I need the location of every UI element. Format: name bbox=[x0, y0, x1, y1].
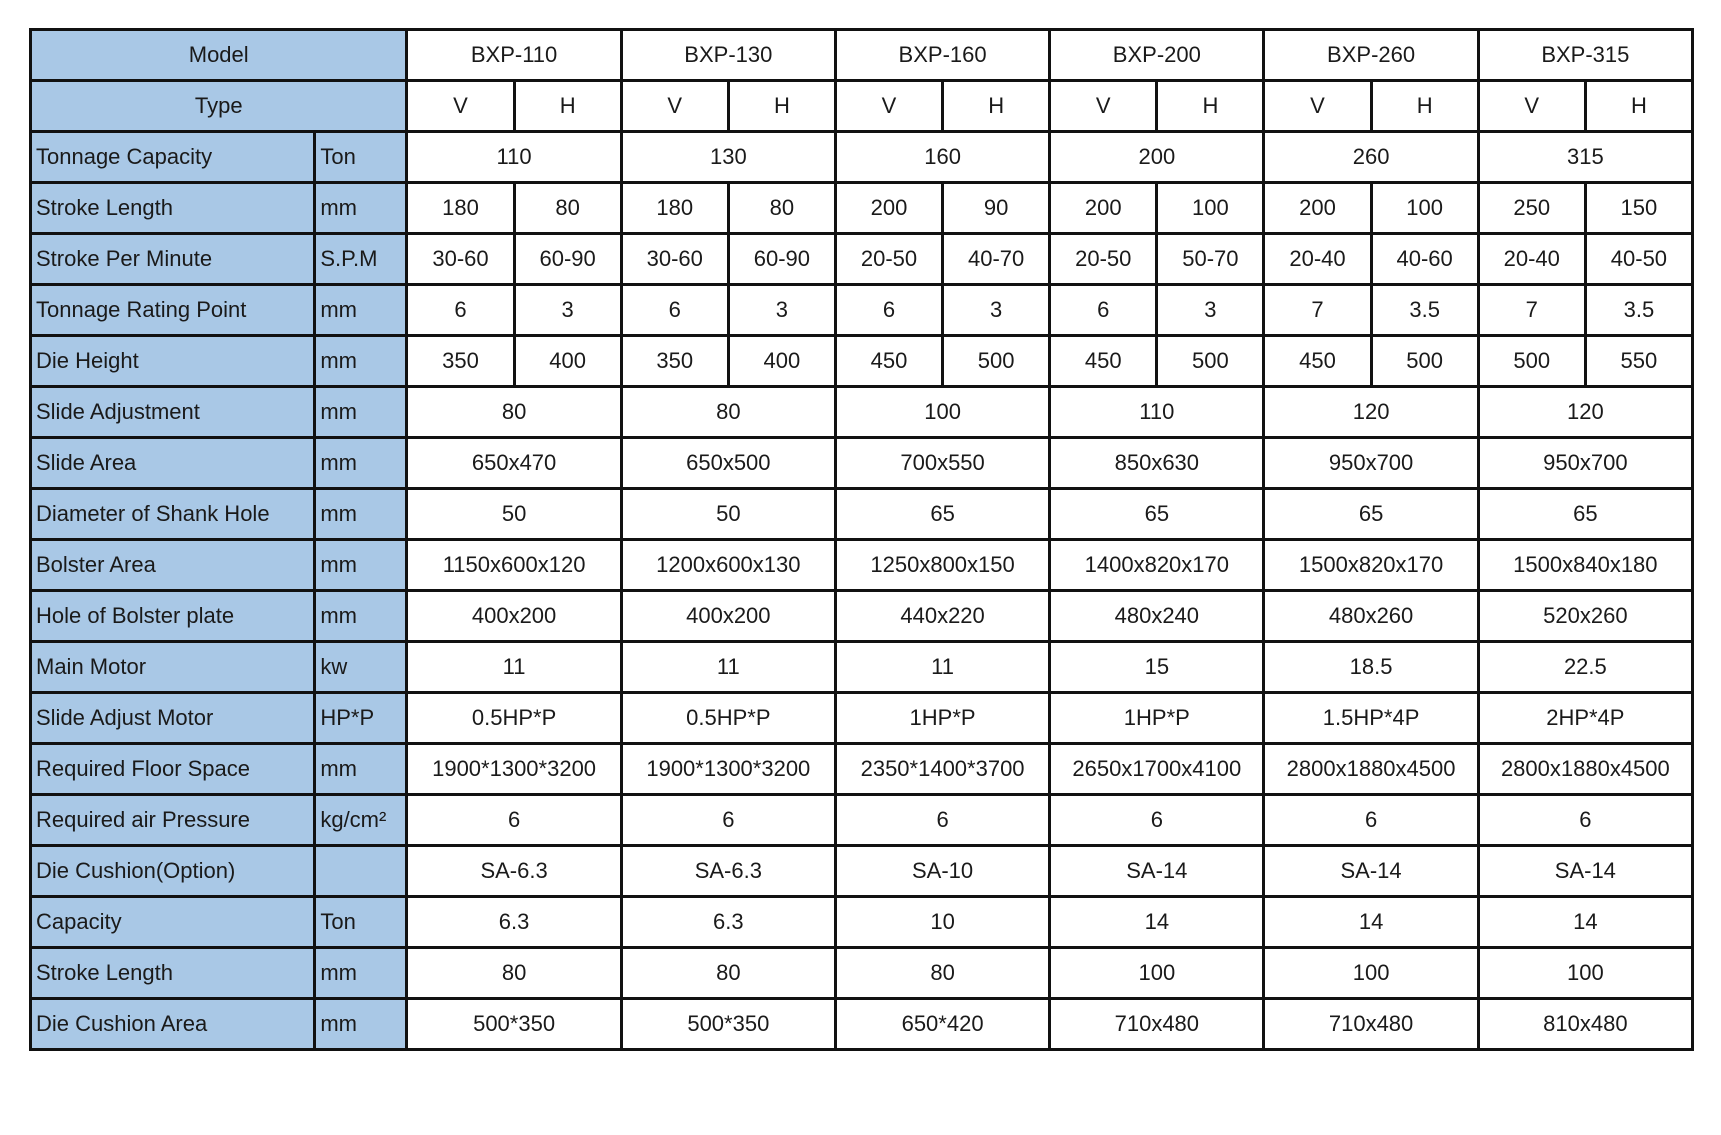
row-unit: mm bbox=[315, 285, 407, 336]
value-cell: 400x200 bbox=[407, 591, 621, 642]
value-cell: 450 bbox=[1264, 336, 1371, 387]
value-cell: 100 bbox=[1371, 183, 1478, 234]
value-cell: 3 bbox=[943, 285, 1050, 336]
value-cell: 150 bbox=[1585, 183, 1692, 234]
value-cell: 3 bbox=[728, 285, 835, 336]
value-cell: 350 bbox=[621, 336, 728, 387]
row-unit: mm bbox=[315, 948, 407, 999]
table-row bbox=[31, 642, 1693, 693]
value-cell: 60-90 bbox=[728, 234, 835, 285]
value-cell: 710x480 bbox=[1050, 999, 1264, 1050]
value-cell: 80 bbox=[728, 183, 835, 234]
value-cell: 65 bbox=[1478, 489, 1692, 540]
value-cell: 2350*1400*3700 bbox=[835, 744, 1049, 795]
table-row bbox=[31, 132, 1693, 183]
value-cell: 500*350 bbox=[621, 999, 835, 1050]
spec-table-body bbox=[31, 30, 1693, 1050]
value-cell: 50-70 bbox=[1157, 234, 1264, 285]
value-cell: 6 bbox=[835, 285, 942, 336]
value-cell: 6 bbox=[1478, 795, 1692, 846]
value-cell: 700x550 bbox=[835, 438, 1049, 489]
model-name: BXP-160 bbox=[835, 30, 1049, 81]
type-cell: V bbox=[1050, 81, 1157, 132]
value-cell: 130 bbox=[621, 132, 835, 183]
value-cell: 80 bbox=[621, 948, 835, 999]
row-label: Stroke Per Minute bbox=[31, 234, 315, 285]
value-cell: 65 bbox=[1264, 489, 1478, 540]
row-label: Required air Pressure bbox=[31, 795, 315, 846]
row-label: Capacity bbox=[31, 897, 315, 948]
value-cell: 200 bbox=[1050, 132, 1264, 183]
value-cell: 6 bbox=[621, 795, 835, 846]
row-unit: kg/cm² bbox=[315, 795, 407, 846]
value-cell: 500 bbox=[943, 336, 1050, 387]
row-label: Slide Adjust Motor bbox=[31, 693, 315, 744]
value-cell: 60-90 bbox=[514, 234, 621, 285]
value-cell: 15 bbox=[1050, 642, 1264, 693]
row-unit: mm bbox=[315, 744, 407, 795]
value-cell: 6 bbox=[407, 285, 514, 336]
table-row bbox=[31, 693, 1693, 744]
value-cell: 950x700 bbox=[1264, 438, 1478, 489]
value-cell: 1900*1300*3200 bbox=[407, 744, 621, 795]
value-cell: 40-60 bbox=[1371, 234, 1478, 285]
value-cell: 6 bbox=[621, 285, 728, 336]
row-label: Die Height bbox=[31, 336, 315, 387]
value-cell: 710x480 bbox=[1264, 999, 1478, 1050]
value-cell: SA-10 bbox=[835, 846, 1049, 897]
value-cell: 650x500 bbox=[621, 438, 835, 489]
value-cell: 6 bbox=[407, 795, 621, 846]
value-cell: 480x240 bbox=[1050, 591, 1264, 642]
row-unit: kw bbox=[315, 642, 407, 693]
value-cell: 200 bbox=[835, 183, 942, 234]
row-label: Tonnage Capacity bbox=[31, 132, 315, 183]
value-cell: 11 bbox=[407, 642, 621, 693]
value-cell: 80 bbox=[835, 948, 1049, 999]
table-row bbox=[31, 387, 1693, 438]
value-cell: 100 bbox=[1157, 183, 1264, 234]
value-cell: 2800x1880x4500 bbox=[1478, 744, 1692, 795]
value-cell: 260 bbox=[1264, 132, 1478, 183]
value-cell: 10 bbox=[835, 897, 1049, 948]
value-cell: 18.5 bbox=[1264, 642, 1478, 693]
value-cell: 550 bbox=[1585, 336, 1692, 387]
spec-table bbox=[29, 28, 1694, 1051]
value-cell: 14 bbox=[1050, 897, 1264, 948]
value-cell: 450 bbox=[835, 336, 942, 387]
value-cell: 3.5 bbox=[1585, 285, 1692, 336]
row-unit bbox=[315, 846, 407, 897]
row-label: Hole of Bolster plate bbox=[31, 591, 315, 642]
value-cell: 450 bbox=[1050, 336, 1157, 387]
value-cell: 500 bbox=[1157, 336, 1264, 387]
value-cell: 1900*1300*3200 bbox=[621, 744, 835, 795]
table-row bbox=[31, 948, 1693, 999]
type-cell: V bbox=[1264, 81, 1371, 132]
type-cell: V bbox=[835, 81, 942, 132]
value-cell: 65 bbox=[1050, 489, 1264, 540]
value-cell: 30-60 bbox=[407, 234, 514, 285]
row-label: Tonnage Rating Point bbox=[31, 285, 315, 336]
value-cell: 520x260 bbox=[1478, 591, 1692, 642]
value-cell: 500 bbox=[1478, 336, 1585, 387]
value-cell: 1HP*P bbox=[1050, 693, 1264, 744]
value-cell: 110 bbox=[407, 132, 621, 183]
value-cell: 0.5HP*P bbox=[621, 693, 835, 744]
table-row bbox=[31, 744, 1693, 795]
model-name: BXP-110 bbox=[407, 30, 621, 81]
model-name: BXP-260 bbox=[1264, 30, 1478, 81]
row-unit: mm bbox=[315, 336, 407, 387]
value-cell: 850x630 bbox=[1050, 438, 1264, 489]
value-cell: 6.3 bbox=[621, 897, 835, 948]
type-cell: V bbox=[1478, 81, 1585, 132]
value-cell: 2HP*4P bbox=[1478, 693, 1692, 744]
value-cell: 6.3 bbox=[407, 897, 621, 948]
value-cell: SA-6.3 bbox=[621, 846, 835, 897]
row-unit: mm bbox=[315, 183, 407, 234]
table-row bbox=[31, 183, 1693, 234]
value-cell: 3 bbox=[514, 285, 621, 336]
value-cell: 100 bbox=[1478, 948, 1692, 999]
value-cell: 3.5 bbox=[1371, 285, 1478, 336]
value-cell: 100 bbox=[835, 387, 1049, 438]
type-cell: H bbox=[1371, 81, 1478, 132]
row-unit: mm bbox=[315, 540, 407, 591]
value-cell: 950x700 bbox=[1478, 438, 1692, 489]
model-name: BXP-130 bbox=[621, 30, 835, 81]
value-cell: 650x470 bbox=[407, 438, 621, 489]
type-cell: H bbox=[943, 81, 1050, 132]
value-cell: 160 bbox=[835, 132, 1049, 183]
type-cell: H bbox=[728, 81, 835, 132]
value-cell: 20-40 bbox=[1264, 234, 1371, 285]
type-cell: H bbox=[1585, 81, 1692, 132]
row-label: Stroke Length bbox=[31, 183, 315, 234]
model-header-row bbox=[31, 30, 1693, 81]
value-cell: 1200x600x130 bbox=[621, 540, 835, 591]
table-row bbox=[31, 846, 1693, 897]
value-cell: 20-50 bbox=[835, 234, 942, 285]
value-cell: 3 bbox=[1157, 285, 1264, 336]
value-cell: 110 bbox=[1050, 387, 1264, 438]
value-cell: 480x260 bbox=[1264, 591, 1478, 642]
value-cell: 80 bbox=[407, 387, 621, 438]
table-row bbox=[31, 285, 1693, 336]
value-cell: 80 bbox=[621, 387, 835, 438]
type-header-row bbox=[31, 81, 1693, 132]
row-unit: Ton bbox=[315, 132, 407, 183]
value-cell: 11 bbox=[621, 642, 835, 693]
type-cell: H bbox=[514, 81, 621, 132]
value-cell: 315 bbox=[1478, 132, 1692, 183]
value-cell: 7 bbox=[1478, 285, 1585, 336]
value-cell: 350 bbox=[407, 336, 514, 387]
value-cell: 6 bbox=[1264, 795, 1478, 846]
value-cell: 400x200 bbox=[621, 591, 835, 642]
value-cell: 100 bbox=[1264, 948, 1478, 999]
row-unit: mm bbox=[315, 387, 407, 438]
value-cell: 440x220 bbox=[835, 591, 1049, 642]
row-label: Diameter of Shank Hole bbox=[31, 489, 315, 540]
model-name: BXP-315 bbox=[1478, 30, 1692, 81]
table-row bbox=[31, 591, 1693, 642]
table-row bbox=[31, 897, 1693, 948]
value-cell: 2650x1700x4100 bbox=[1050, 744, 1264, 795]
table-row bbox=[31, 795, 1693, 846]
value-cell: 14 bbox=[1264, 897, 1478, 948]
row-label: Die Cushion(Option) bbox=[31, 846, 315, 897]
value-cell: 180 bbox=[407, 183, 514, 234]
value-cell: 30-60 bbox=[621, 234, 728, 285]
value-cell: 14 bbox=[1478, 897, 1692, 948]
value-cell: 6 bbox=[1050, 795, 1264, 846]
value-cell: 1400x820x170 bbox=[1050, 540, 1264, 591]
table-row bbox=[31, 234, 1693, 285]
value-cell: 400 bbox=[728, 336, 835, 387]
value-cell: 40-70 bbox=[943, 234, 1050, 285]
row-unit: mm bbox=[315, 591, 407, 642]
value-cell: SA-14 bbox=[1478, 846, 1692, 897]
value-cell: 50 bbox=[621, 489, 835, 540]
row-label: Slide Area bbox=[31, 438, 315, 489]
value-cell: 1HP*P bbox=[835, 693, 1049, 744]
value-cell: 20-50 bbox=[1050, 234, 1157, 285]
model-label: Model bbox=[31, 30, 407, 81]
row-unit: mm bbox=[315, 489, 407, 540]
value-cell: 40-50 bbox=[1585, 234, 1692, 285]
value-cell: 22.5 bbox=[1478, 642, 1692, 693]
row-unit: HP*P bbox=[315, 693, 407, 744]
value-cell: 90 bbox=[943, 183, 1050, 234]
value-cell: 65 bbox=[835, 489, 1049, 540]
value-cell: 1500x840x180 bbox=[1478, 540, 1692, 591]
table-row bbox=[31, 999, 1693, 1050]
row-unit: mm bbox=[315, 999, 407, 1050]
value-cell: 6 bbox=[1050, 285, 1157, 336]
value-cell: 650*420 bbox=[835, 999, 1049, 1050]
value-cell: 120 bbox=[1264, 387, 1478, 438]
row-unit: S.P.M bbox=[315, 234, 407, 285]
value-cell: 200 bbox=[1050, 183, 1157, 234]
value-cell: 50 bbox=[407, 489, 621, 540]
value-cell: SA-6.3 bbox=[407, 846, 621, 897]
value-cell: 1500x820x170 bbox=[1264, 540, 1478, 591]
value-cell: 2800x1880x4500 bbox=[1264, 744, 1478, 795]
value-cell: 120 bbox=[1478, 387, 1692, 438]
type-cell: V bbox=[621, 81, 728, 132]
row-label: Required Floor Space bbox=[31, 744, 315, 795]
type-cell: V bbox=[407, 81, 514, 132]
table-row bbox=[31, 438, 1693, 489]
value-cell: 80 bbox=[514, 183, 621, 234]
value-cell: 80 bbox=[407, 948, 621, 999]
value-cell: 1.5HP*4P bbox=[1264, 693, 1478, 744]
value-cell: 250 bbox=[1478, 183, 1585, 234]
value-cell: 810x480 bbox=[1478, 999, 1692, 1050]
row-label: Slide Adjustment bbox=[31, 387, 315, 438]
value-cell: 400 bbox=[514, 336, 621, 387]
value-cell: 1150x600x120 bbox=[407, 540, 621, 591]
row-unit: Ton bbox=[315, 897, 407, 948]
table-row bbox=[31, 336, 1693, 387]
value-cell: 7 bbox=[1264, 285, 1371, 336]
value-cell: 180 bbox=[621, 183, 728, 234]
value-cell: 500*350 bbox=[407, 999, 621, 1050]
type-cell: H bbox=[1157, 81, 1264, 132]
row-label: Bolster Area bbox=[31, 540, 315, 591]
table-row bbox=[31, 540, 1693, 591]
value-cell: 200 bbox=[1264, 183, 1371, 234]
value-cell: 100 bbox=[1050, 948, 1264, 999]
row-label: Main Motor bbox=[31, 642, 315, 693]
value-cell: SA-14 bbox=[1264, 846, 1478, 897]
value-cell: SA-14 bbox=[1050, 846, 1264, 897]
value-cell: 20-40 bbox=[1478, 234, 1585, 285]
table-row bbox=[31, 489, 1693, 540]
type-label: Type bbox=[31, 81, 407, 132]
value-cell: 0.5HP*P bbox=[407, 693, 621, 744]
model-name: BXP-200 bbox=[1050, 30, 1264, 81]
value-cell: 6 bbox=[835, 795, 1049, 846]
row-unit: mm bbox=[315, 438, 407, 489]
value-cell: 11 bbox=[835, 642, 1049, 693]
row-label: Stroke Length bbox=[31, 948, 315, 999]
row-label: Die Cushion Area bbox=[31, 999, 315, 1050]
value-cell: 1250x800x150 bbox=[835, 540, 1049, 591]
value-cell: 500 bbox=[1371, 336, 1478, 387]
